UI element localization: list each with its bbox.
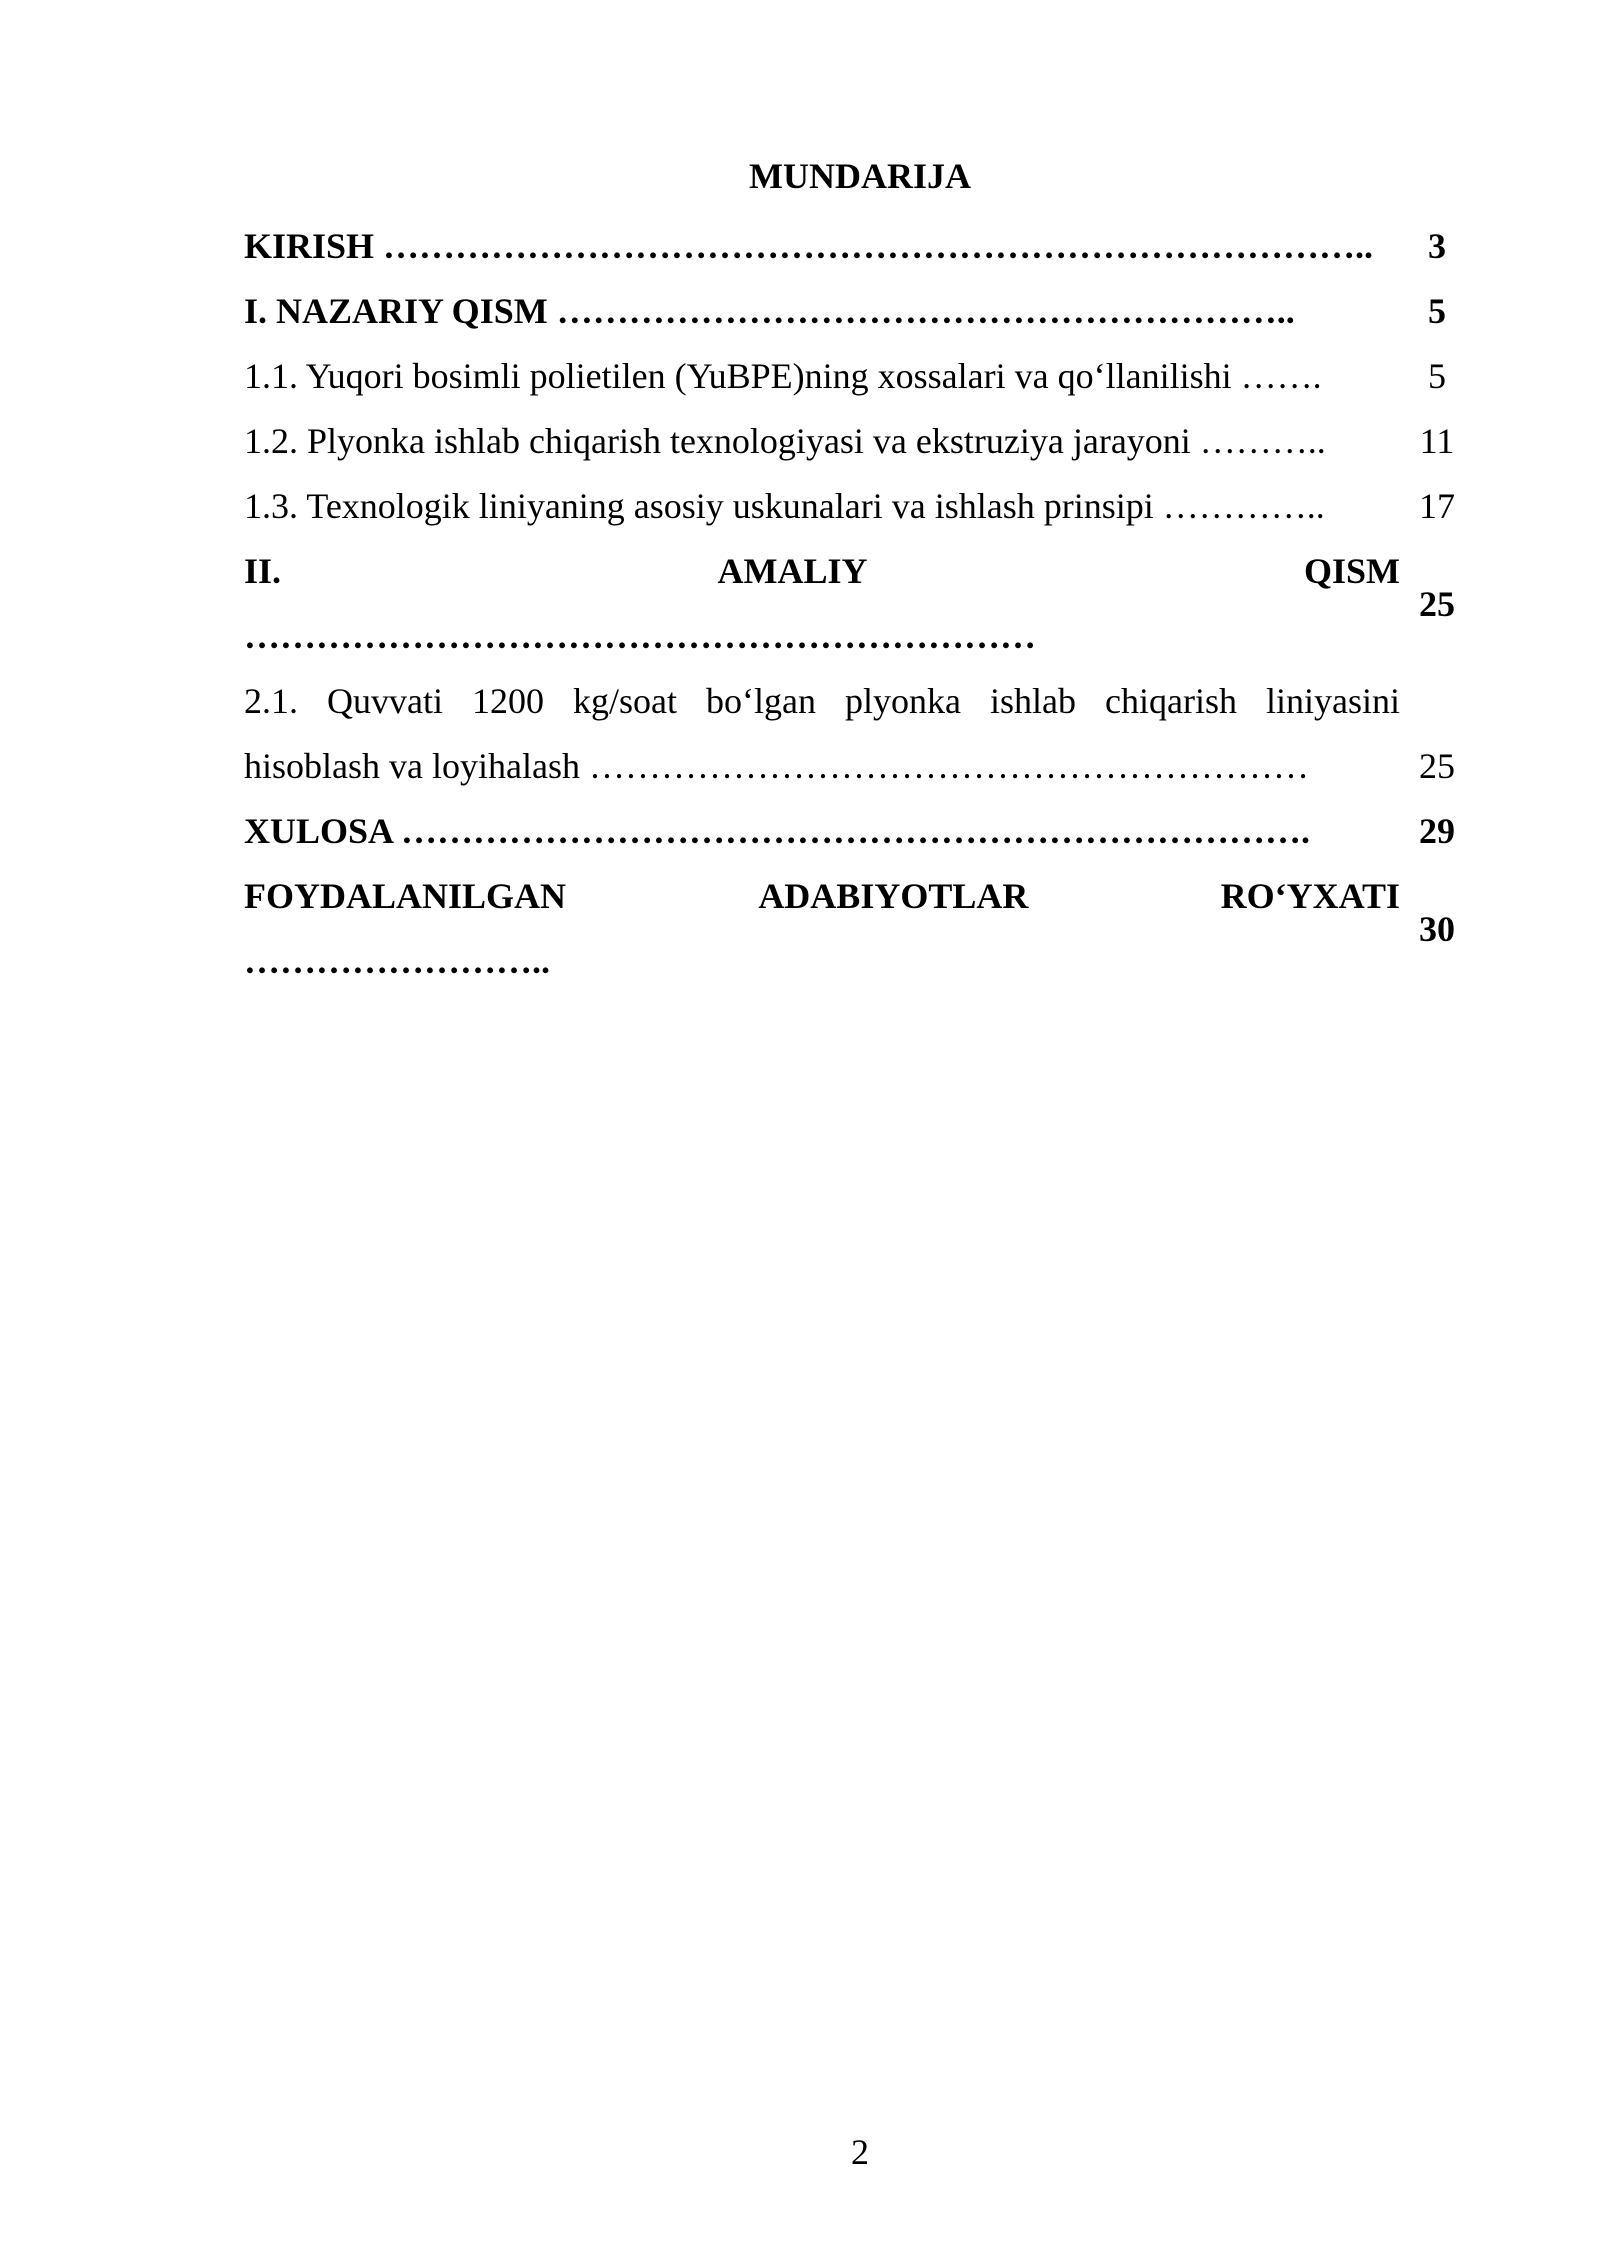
toc-dot-leader: …………………….. [244, 941, 550, 981]
toc-page-number: 25 [1419, 583, 1455, 624]
toc-entry-text: 1.2. Plyonka ishlab chiqarish texnologiyasi va ekstruziya jarayoni ……….. [244, 421, 1326, 461]
page-title: MUNDARIJA [749, 156, 971, 196]
toc-entry-text: 1.3. Texnologik liniyaning asosiy uskunalari va ishlash prinsipi ………….. [244, 486, 1325, 526]
toc-page-number: 3 [1428, 226, 1446, 266]
toc-word: ADABIYOTLAR [758, 876, 1029, 916]
toc-page-number: 25 [1419, 746, 1455, 786]
toc-word: II. [244, 551, 282, 591]
toc-entry-text: 1.1. Yuqori bosimli polietilen (YuBPE)ning xossalari va qo‘llanilishi ……. [244, 356, 1322, 396]
toc-item-amaliy-qism[interactable] [244, 539, 1474, 669]
toc-page-number: 11 [1419, 421, 1455, 461]
toc-page-number: 5 [1428, 356, 1446, 396]
toc-entry-line [244, 539, 1400, 604]
toc-item-nazariy-qism[interactable] [244, 279, 1474, 344]
toc-word: FOYDALANILGAN [244, 876, 567, 916]
toc-item-kirish[interactable] [244, 214, 1474, 279]
toc-word: QISM [1303, 551, 1400, 591]
toc-item-1-3[interactable] [244, 474, 1474, 539]
table-of-contents [244, 214, 1474, 994]
toc-entry-line: hisoblash va loyihalash …………………………………………………… [244, 746, 1309, 786]
page-number: 2 [851, 2132, 869, 2172]
toc-page-number: 29 [1419, 811, 1455, 851]
toc-entry-text: KIRISH ……………………………………………………………………….. [244, 226, 1374, 266]
toc-item-1-1[interactable] [244, 344, 1474, 409]
toc-dot-leader: ………………………………………………………… [244, 616, 1036, 656]
toc-word: RO‘YXATI [1220, 876, 1400, 916]
toc-entry-text: I. NAZARIY QISM …………………………………………………….. [244, 291, 1295, 331]
toc-word: AMALIY [717, 551, 868, 591]
toc-page-number: 5 [1428, 291, 1446, 331]
toc-entry-text: XULOSA …………………………………………………………………. [244, 811, 1311, 851]
toc-entry-line: 2.1. Quvvati 1200 kg/soat bo‘lgan plyonka ishlab chiqarish liniyasini [244, 681, 1400, 721]
toc-page-number: 17 [1419, 486, 1455, 526]
toc-page-number: 30 [1419, 908, 1455, 949]
toc-entry-line [244, 864, 1400, 929]
toc-item-2-1[interactable] [244, 669, 1474, 799]
toc-entry-text [244, 864, 1400, 994]
toc-entry-text [244, 539, 1400, 669]
toc-item-xulosa[interactable] [244, 799, 1474, 864]
toc-item-1-2[interactable] [244, 409, 1474, 474]
toc-item-adabiyotlar[interactable] [244, 864, 1474, 994]
toc-entry-text [244, 669, 1400, 799]
